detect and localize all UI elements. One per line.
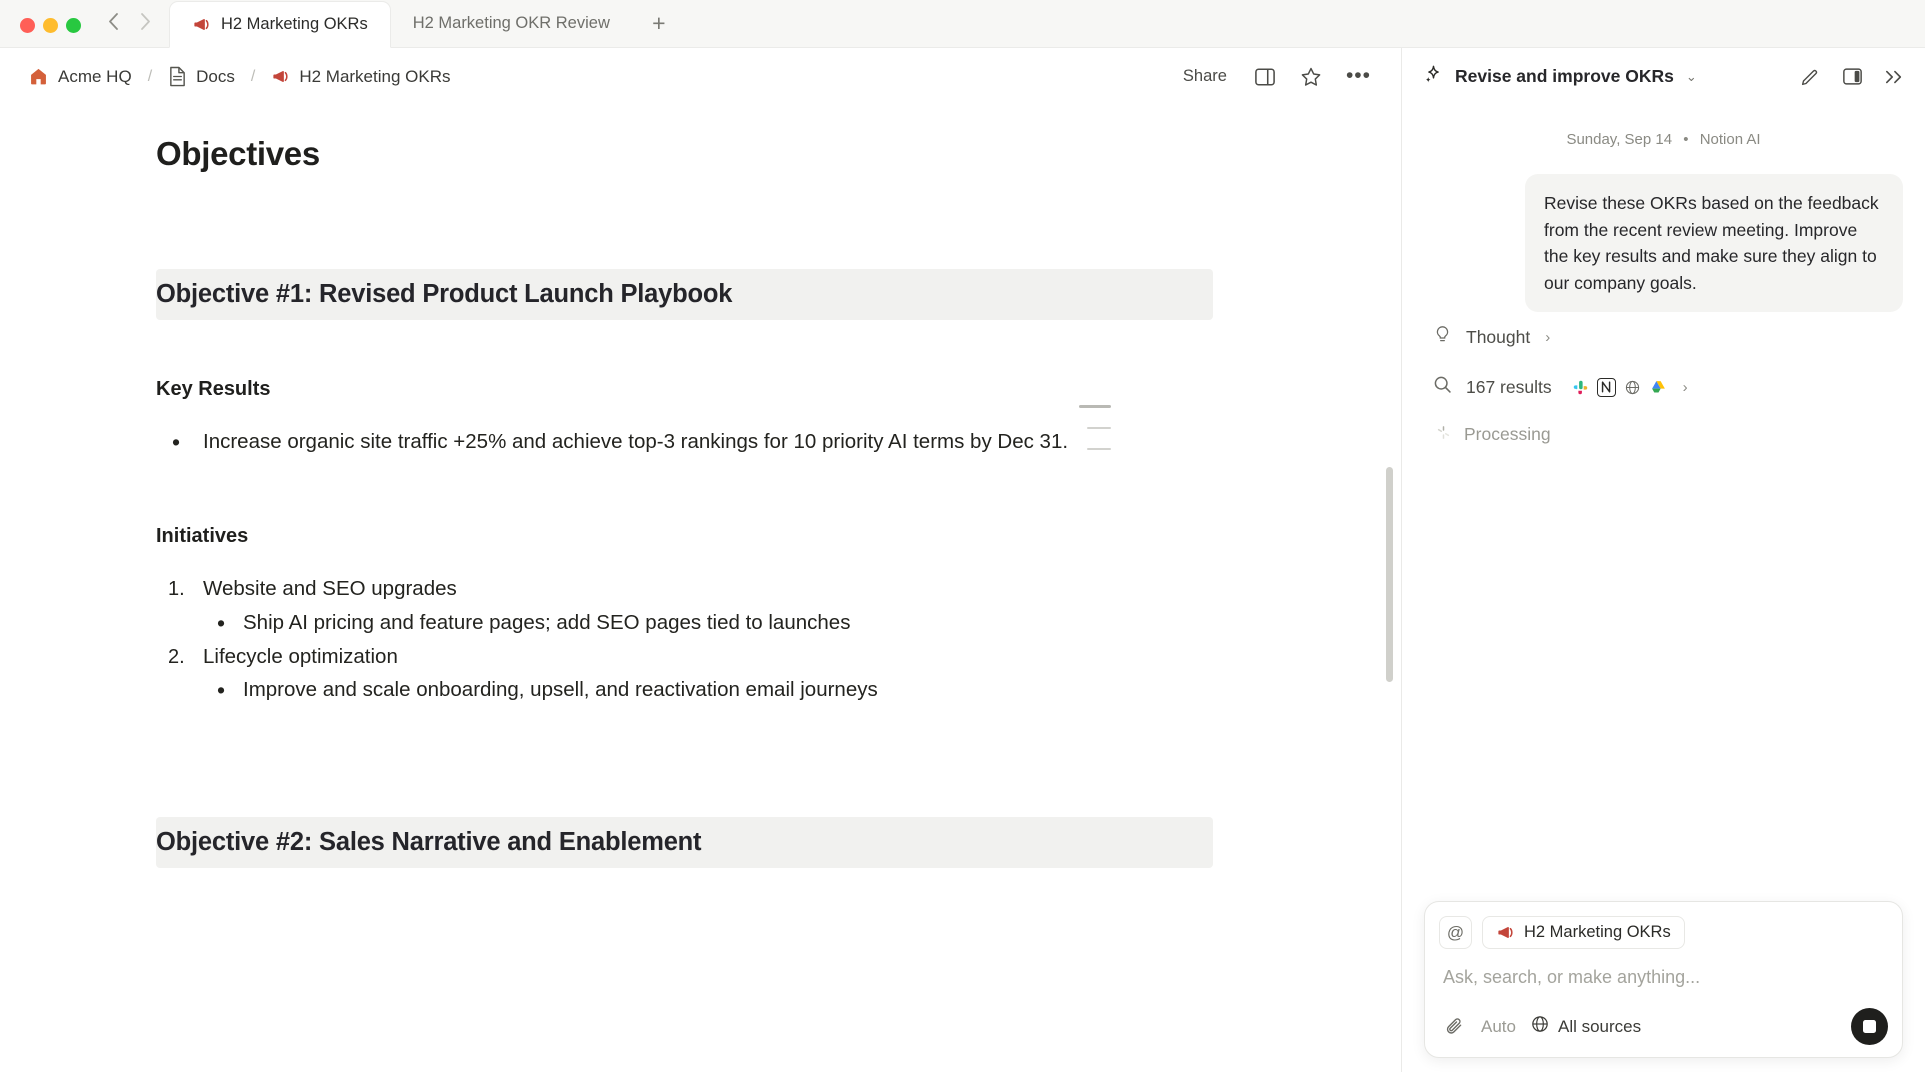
breadcrumb-item-docs[interactable] [162,63,241,90]
sources-label: All sources [1557,1016,1642,1036]
source-icons [1571,378,1668,397]
tab-strip [169,0,676,47]
chevron-down-icon[interactable]: ⌄ [1685,68,1697,84]
objective-heading-text: Objective #2: Sales Narrative and Enablement [156,828,702,857]
handle-mark [1087,448,1111,450]
chevron-right-icon: › [1545,328,1551,346]
mention-button[interactable]: @ [1439,916,1472,949]
ai-source-name: Notion AI [1699,131,1761,148]
forward-button[interactable] [131,7,159,35]
breadcrumb-label: H2 Marketing OKRs [299,66,451,86]
objective-heading-1[interactable] [156,269,1213,320]
list-item[interactable] [156,574,1401,639]
megaphone-icon [271,67,290,86]
initiatives-heading: Initiatives [156,525,249,548]
notion-icon [1597,378,1616,397]
megaphone-icon [1496,923,1515,942]
document-scroll-area[interactable] [0,105,1401,1072]
megaphone-icon [192,15,211,34]
stop-square-icon [1863,1020,1876,1033]
window-traffic-lights [0,18,95,47]
date-separator: • [1683,131,1689,148]
globe-icon [1530,1014,1550,1039]
collapse-panel-icon[interactable] [1879,62,1909,92]
breadcrumb [22,63,457,90]
more-dots-icon: ••• [1345,64,1371,88]
breadcrumb-separator: / [250,67,256,85]
ai-step-processing [1424,412,1903,457]
document-actions [1172,60,1379,94]
paperclip-icon[interactable] [1441,1016,1467,1037]
sub-list [203,675,1401,706]
objective-heading-2[interactable] [156,817,1213,868]
maximize-window-button[interactable] [66,18,81,33]
ai-session-title: Revise and improve OKRs [1455,66,1674,86]
back-button[interactable] [99,7,127,35]
breadcrumb-item-h2-marketing-okrs[interactable] [265,64,456,90]
breadcrumb-item-acme-hq[interactable] [22,63,138,90]
drive-icon [1649,378,1668,397]
handle-mark [1079,405,1111,408]
list-number: 2. [168,645,185,668]
tab-label: H2 Marketing OKR Review [412,14,610,32]
composer-footer [1439,1008,1888,1045]
ai-step-label: Thought [1466,326,1531,347]
conversation-date [1424,131,1903,148]
document-scrollbar[interactable] [1386,467,1393,682]
ai-step-label: Processing [1464,424,1551,445]
ai-step-thought[interactable] [1424,312,1903,362]
ai-prompt-input[interactable]: Ask, search, or make anything... [1443,967,1701,987]
tab-h2-marketing-okrs[interactable] [169,1,391,48]
tab-label: H2 Marketing OKRs [221,15,368,33]
key-results-list [156,427,1401,457]
list-item[interactable] [156,642,1401,707]
document-pane [0,48,1402,1072]
list-item-label: Website and SEO upgrades [203,577,457,601]
handle-mark [1087,427,1111,429]
user-message-bubble: Revise these OKRs based on the feedback from the recent review meeting. Improve the key results and make sure they align to our company goals. [1525,174,1903,312]
spinner-icon [1436,424,1451,445]
sub-list [203,608,1401,639]
page-title: Objectives [156,135,320,172]
ai-composer [1424,901,1903,1058]
list-item[interactable]: • Improve and scale onboarding, upsell, and reactivation email journeys [203,675,1401,706]
block-handle-marks [1079,405,1111,450]
sources-selector[interactable] [1530,1014,1641,1039]
list-number: 1. [168,578,185,601]
ai-header-actions [1795,62,1909,92]
main-split [0,48,1925,1072]
list-item[interactable]: • Increase organic site traffic +25% and achieve top-3 rankings for 10 priority AI terms by Dec 31. [156,427,1166,457]
chevron-right-icon: › [1682,378,1688,396]
breadcrumb-separator: / [147,67,153,85]
browser-tab-bar [0,0,1925,48]
key-results-heading: Key Results [156,378,271,400]
context-chip-label: H2 Marketing OKRs [1524,923,1671,941]
objective-heading-text: Objective #1: Revised Product Launch Playbook [156,280,733,308]
favorite-star-icon[interactable] [1292,60,1330,94]
more-options-button[interactable] [1338,60,1379,94]
ai-header [1402,48,1925,105]
date-text: Sunday, Sep 14 [1566,131,1673,148]
list-item-label: Lifecycle optimization [203,644,398,668]
panel-layout-icon[interactable] [1837,62,1867,92]
composer-mentions [1439,916,1888,949]
breadcrumb-label: Docs [196,66,235,86]
slack-icon [1571,378,1590,397]
tab-h2-marketing-okr-review[interactable] [391,0,632,47]
stop-generation-button[interactable] [1851,1008,1888,1045]
lightbulb-icon [1432,324,1453,350]
share-button[interactable]: Share [1182,67,1227,85]
ai-sidebar [1402,48,1925,1072]
initiatives-list [156,574,1401,706]
model-selector[interactable]: Auto [1481,1016,1516,1036]
new-tab-button[interactable]: + [652,9,666,36]
list-item[interactable]: • Ship AI pricing and feature pages; add SEO pages tied to launches [203,608,1401,639]
ai-sparkle-icon [1422,63,1445,91]
search-icon [1432,374,1453,400]
document-header [0,48,1401,105]
close-window-button[interactable] [20,18,35,33]
ai-step-results[interactable] [1424,362,1903,412]
minimize-window-button[interactable] [43,18,58,33]
ai-step-label: 167 results [1466,376,1552,397]
context-chip-h2-marketing-okrs[interactable] [1482,916,1685,949]
doc-icon [168,66,187,87]
new-chat-edit-icon[interactable] [1795,62,1825,92]
document-content [0,105,1401,868]
sidebar-toggle-button[interactable] [1246,60,1284,94]
navigation-arrows [95,7,169,47]
breadcrumb-label: Acme HQ [58,66,132,86]
home-icon [28,66,49,87]
globe-web-icon [1623,378,1642,397]
